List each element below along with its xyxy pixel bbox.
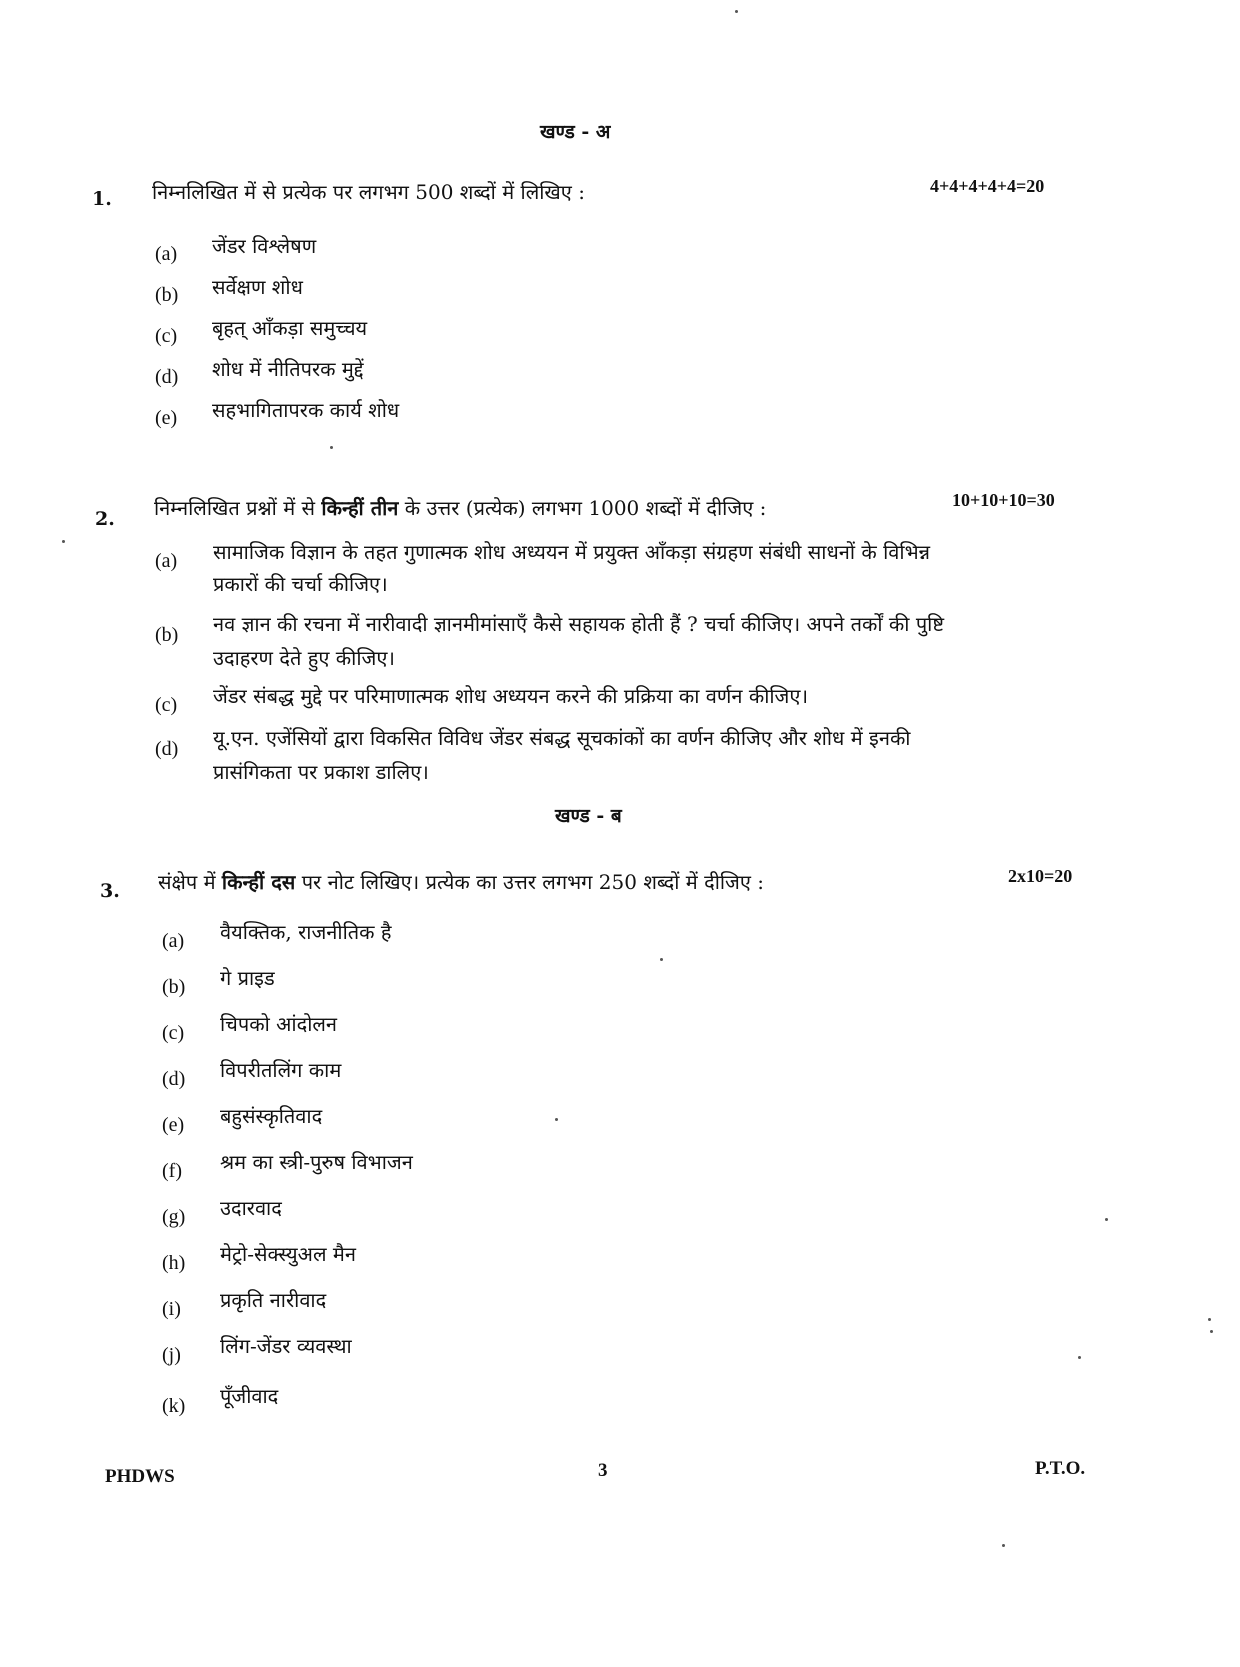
q3-item-label: (c): [162, 1022, 185, 1044]
q2-item-line1: यू.एन. एजेंसियों द्वारा विकसित विविध जेंडर संबद्ध सूचकांकों का वर्णन कीजिए और शोध में इनकी: [213, 726, 911, 750]
scan-speck: [735, 10, 738, 13]
q3-item-text: श्रम का स्त्री-पुरुष विभाजन: [220, 1150, 413, 1174]
paper-code: PHDWS: [105, 1466, 175, 1487]
section-a-heading: खण्ड - अ: [540, 121, 611, 143]
q2-item-label: (c): [155, 694, 178, 716]
scan-speck: [1078, 1356, 1081, 1359]
scan-speck: [1208, 1318, 1211, 1321]
q1-item-text: सर्वेक्षण शोध: [212, 275, 303, 299]
q3-item-text: विपरीतलिंग काम: [220, 1058, 342, 1082]
q2-item-line2: प्रासंगिकता पर प्रकाश डालिए।: [213, 760, 429, 784]
q2-item-line2: प्रकारों की चर्चा कीजिए।: [213, 572, 388, 596]
question-1-text: निम्नलिखित में से प्रत्येक पर लगभग 500 शब्दों में लिखिए :: [152, 180, 585, 204]
scan-speck: [1002, 1544, 1005, 1547]
q3-item-label: (d): [162, 1068, 186, 1090]
pto-note: P.T.O.: [1035, 1458, 1086, 1479]
question-3-text: संक्षेप में किन्हीं दस पर नोट लिखिए। प्रत्येक का उत्तर लगभग 250 शब्दों में दीजिए :: [158, 870, 765, 894]
q3-item-text: बहुसंस्कृतिवाद: [220, 1104, 323, 1128]
q1-item-text: बृहत् आँकड़ा समुच्चय: [212, 316, 368, 340]
page-number: 3: [598, 1460, 608, 1481]
q3-item-label: (a): [162, 930, 185, 952]
question-3-emphasis: किन्हीं दस: [221, 870, 296, 894]
scan-speck: [330, 446, 333, 449]
section-b-heading: खण्ड - ब: [555, 805, 622, 827]
question-3-number: 3.: [100, 880, 120, 902]
scan-speck: [1210, 1330, 1213, 1333]
question-1-number: 1.: [92, 188, 112, 210]
q1-item-label: (a): [155, 243, 178, 265]
q1-item-text: जेंडर विश्लेषण: [212, 234, 317, 258]
q1-item-label: (c): [155, 325, 178, 347]
question-3-marks: 2x10=20: [1008, 866, 1073, 886]
q3-item-label: (g): [162, 1206, 186, 1228]
question-2-text: निम्नलिखित प्रश्नों में से किन्हीं तीन के उत्तर (प्रत्येक) लगभग 1000 शब्दों में दीजिए :: [154, 496, 767, 520]
q3-item-label: (i): [162, 1298, 181, 1320]
q3-item-text: उदारवाद: [220, 1196, 282, 1220]
q3-item-label: (j): [162, 1344, 181, 1366]
q2-item-label: (b): [155, 624, 179, 646]
q3-item-label: (b): [162, 976, 186, 998]
q1-item-text: शोध में नीतिपरक मुद्दें: [212, 357, 364, 381]
q3-item-label: (e): [162, 1114, 185, 1136]
q2-item-line2: उदाहरण देते हुए कीजिए।: [213, 646, 395, 670]
question-1-marks: 4+4+4+4+4=20: [930, 176, 1045, 196]
question-2-emphasis: किन्हीं तीन: [321, 496, 399, 520]
scan-speck: [1105, 1218, 1108, 1221]
scan-speck: [660, 958, 663, 961]
q1-item-label: (b): [155, 284, 179, 306]
q2-item-label: (d): [155, 738, 179, 760]
q3-item-label: (h): [162, 1252, 186, 1274]
q3-item-label: (k): [162, 1395, 186, 1417]
question-2-marks: 10+10+10=30: [952, 490, 1055, 510]
q3-item-label: (f): [162, 1160, 182, 1182]
q3-item-text: प्रकृति नारीवाद: [220, 1288, 327, 1312]
q1-item-text: सहभागितापरक कार्य शोध: [212, 398, 400, 422]
q3-item-text: मेट्रो-सेक्स्युअल मैन: [220, 1242, 356, 1266]
scan-speck: [62, 540, 65, 543]
scan-speck: [555, 1118, 558, 1121]
q2-item-line1: जेंडर संबद्ध मुद्दे पर परिमाणात्मक शोध अध्ययन करने की प्रक्रिया का वर्णन कीजिए।: [213, 684, 809, 708]
q3-item-text: चिपको आंदोलन: [220, 1012, 338, 1036]
q1-item-label: (d): [155, 366, 179, 388]
q3-item-text: पूँजीवाद: [220, 1384, 279, 1408]
q3-item-text: गे प्राइड: [220, 966, 275, 990]
q3-item-text: वैयक्तिक, राजनीतिक है: [220, 920, 392, 944]
q2-item-line1: नव ज्ञान की रचना में नारीवादी ज्ञानमीमांसाएँ कैसे सहायक होती हैं ? चर्चा कीजिए। अपने तर्कों की पुष्टि: [213, 612, 945, 636]
q3-item-text: लिंग-जेंडर व्यवस्था: [220, 1334, 352, 1358]
q1-item-label: (e): [155, 407, 178, 429]
question-2-number: 2.: [95, 508, 115, 530]
q2-item-label: (a): [155, 550, 178, 572]
q2-item-line1: सामाजिक विज्ञान के तहत गुणात्मक शोध अध्ययन में प्रयुक्त आँकड़ा संग्रहण संबंधी साधनों के विभिन्न: [213, 540, 931, 564]
